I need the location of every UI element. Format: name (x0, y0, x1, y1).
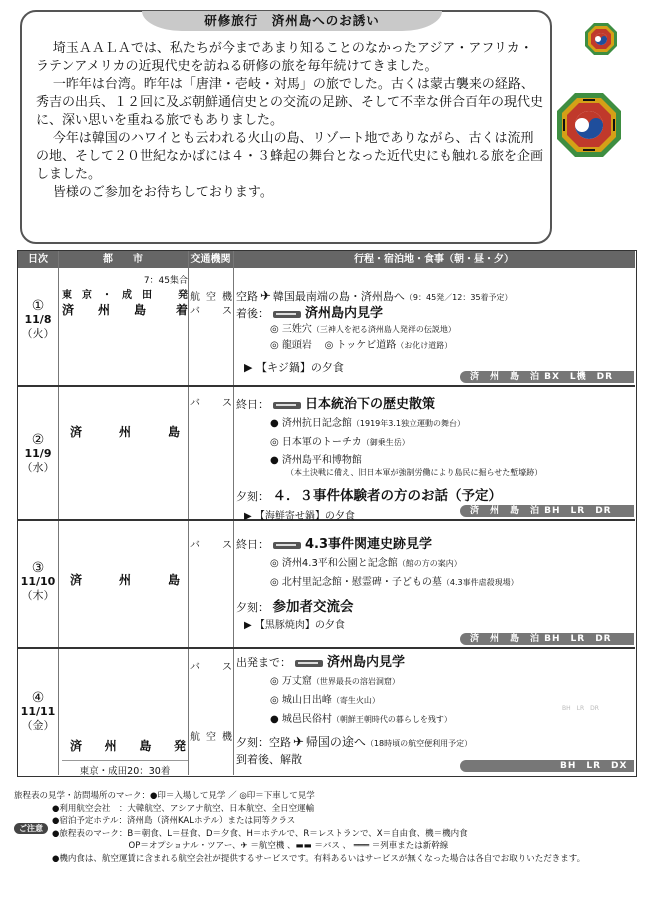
itinerary-note: （9：45発／12：35着予定） (404, 293, 513, 302)
itinerary-prefix: 空路 (236, 290, 258, 303)
site-note: （本土決戦に備え、旧日本軍が強制労働により島民に掘らせた塹壕跡） (286, 468, 543, 477)
site-name: ◎ 北村里記念館・慰霊碑・子どもの墓 (270, 577, 442, 588)
meal-band-1: 済 州 島 泊 BX L機 DR (460, 371, 634, 383)
header-itinerary: 行程・宿泊地・食事（朝・昼・夕） (354, 254, 514, 265)
column-divider (58, 251, 59, 775)
day-number: ③ (31, 560, 45, 576)
meal-band-2: 済 州 島 泊 BH LR DR (460, 505, 634, 517)
itinerary-line (236, 454, 634, 467)
intro-panel (20, 10, 552, 244)
itinerary-line (236, 674, 634, 690)
itinerary-line (236, 655, 634, 671)
city-row (62, 737, 188, 754)
day-weekday: （金） (21, 719, 55, 732)
notes-item: ●機内食は、航空運賃に含まれる航空会社が提供するサービスです。有料あるいはサービスが無くなった場合は各自でお取りいただきます。 (52, 853, 586, 864)
itinerary-line (236, 556, 634, 572)
site-note: （4.3事件虐殺現場） (441, 578, 519, 587)
site-name: ◎ トッケビ道路 (324, 340, 397, 351)
intro-paragraph: 埼玉ＡＡＬＡでは、私たちが今まであまり知ることのなかったアジア・アフリカ・ラテンアメリカの近現代史を訪ねる研修の旅を毎年続けてきました。 (36, 41, 533, 74)
city-char: 州 (118, 425, 131, 439)
emblem-large-icon (556, 92, 622, 158)
day-date: 11/11 (20, 705, 56, 718)
meal-band-4: BH LR DX (460, 760, 634, 772)
header-city: 都 市 (103, 254, 143, 265)
city-char: 島 (167, 425, 180, 439)
site-name: ◎ 城山日出峰 (270, 695, 332, 706)
plane-icon: ✈ (293, 735, 304, 750)
return-arrival: 東京・成田20：30着 (62, 760, 188, 777)
day-cell-4 (18, 691, 58, 733)
day-weekday: （火） (21, 327, 55, 340)
bus-icon (273, 311, 301, 318)
itinerary-heading: 済州島内見学 (327, 655, 406, 670)
site-note: （お化け道路） (396, 341, 453, 350)
day-cell-1 (18, 299, 58, 341)
transport-char: バ (190, 540, 200, 551)
itinerary-line (236, 289, 634, 306)
transport-char: ス (222, 540, 232, 551)
intro-paragraph: 今年は韓国のハワイとも云われる火山の島、リゾート地でありながら、古くは流刑の地、そして２０世紀なかばには４・３蜂起の舞台となった近代史にも触れる旅を企画しました。 (36, 131, 544, 182)
plane-icon: ✈ (260, 289, 271, 304)
column-divider (188, 251, 189, 775)
transport-char: 機 (222, 292, 232, 303)
intro-body (36, 40, 544, 202)
itinerary-line (236, 575, 634, 591)
transport-row (190, 397, 232, 411)
itinerary-prefix: 着後： (236, 307, 269, 320)
day-date: 11/8 (24, 313, 52, 326)
transport-cell-1 (190, 291, 232, 319)
city-char: 州 (118, 573, 131, 587)
city-cell-4 (62, 737, 188, 777)
itinerary-line (236, 537, 634, 553)
header-day: 日次 (28, 254, 48, 265)
notes-item: ●利用航空会社 ：大韓航空、アシアナ航空、日本航空、全日空運輸 (52, 803, 315, 814)
day-date: 11/10 (20, 575, 56, 588)
header-transport: 交通機関 (190, 254, 231, 265)
site-note: （1919年3.1独立運動の舞台） (351, 419, 465, 428)
transport-char: ス (222, 398, 232, 409)
intro-title-tab (142, 11, 442, 31)
notes-legend: 旅程表の見学・訪問場所のマーク：●印＝入場して見学 ／ ◎印＝下車して見学 (14, 791, 315, 801)
itinerary-prefix: 夕刻：空路 (236, 736, 291, 749)
itinerary-heading: 参加者交流会 (272, 599, 354, 615)
transport-cell-4b (190, 731, 232, 745)
itinerary-line (236, 435, 634, 451)
site-name: ◎ 日本軍のトーチカ (270, 437, 362, 448)
site-note: （世界最長の溶岩洞窟） (311, 677, 400, 686)
transport-char: バ (190, 398, 200, 409)
site-name: ◎ 三姓穴 (270, 324, 312, 335)
day-cell-3 (18, 561, 58, 603)
itinerary-heading: ４．３事件体験者の方のお話（予定） (272, 488, 502, 504)
itinerary-text: 帰国の途へ (305, 735, 366, 749)
itinerary-prefix: 終日： (236, 398, 269, 411)
transport-char: 航 (190, 732, 200, 743)
site-note: （三神人を祀る済州島人発祥の伝説地） (311, 325, 456, 334)
dinner-note: ▶ 【キジ鍋】の夕食 (244, 361, 344, 374)
row-divider (18, 385, 635, 387)
itinerary-line (236, 488, 634, 505)
notes-bullets (14, 803, 644, 866)
itinerary-line (236, 734, 634, 752)
transport-cell-2 (190, 397, 232, 411)
notes-item: ●宿泊予定ホテル：済州島（済州KALホテル）または同等クラス (52, 816, 296, 826)
city-cell-3 (62, 571, 188, 588)
faint-meal-codes: BH LR DR (562, 705, 599, 712)
intro-title: 研修旅行 済州島へのお誘い (142, 11, 442, 31)
intro-paragraph: 皆様のご参加をお待ちしております。 (52, 185, 273, 200)
itinerary-cell-1 (236, 289, 634, 376)
city-char: 済 (70, 425, 83, 439)
transport-cell-4a (190, 661, 232, 675)
itinerary-heading: 4.3事件関連史跡見学 (305, 537, 433, 552)
city-row (62, 301, 188, 318)
day-date: 11/9 (24, 447, 52, 460)
transport-row (190, 305, 232, 319)
city-row (62, 286, 188, 301)
itinerary-prefix: 終日： (236, 538, 269, 551)
transport-char: 機 (222, 732, 232, 743)
site-name: ● 城邑民俗村 (270, 714, 332, 725)
transport-char: 航 (190, 292, 200, 303)
site-note: （館の方の案内） (397, 559, 462, 568)
itinerary-cell-3 (236, 537, 634, 634)
caution-badge: ご注意 (14, 823, 48, 834)
column-divider (233, 251, 234, 775)
notes-item: OP＝オプショナル・ツアー、✈ ＝航空機 、▬▬ ＝バス 、 ═══ ＝列車または新幹線 (52, 841, 449, 851)
transport-row (190, 731, 232, 745)
notes-section (14, 790, 644, 865)
city-action: 発 (178, 290, 188, 301)
itinerary-text: 到着後、解散 (236, 753, 302, 766)
city-cell-1 (62, 273, 188, 318)
emblem-small-icon (584, 22, 618, 56)
city-name: 済 州 島 (62, 303, 147, 317)
city-char: 州 (104, 739, 117, 753)
itinerary-line (236, 416, 634, 432)
site-note: （御乗生岳） (361, 438, 410, 447)
itinerary-line (236, 322, 634, 338)
itinerary-note: （18時頃の航空便利用予定） (365, 739, 473, 748)
notes-item: ●旅程表のマーク：B＝朝食、L＝昼食、D＝夕食、H＝ホテルで、R＝レストランで、X＝自由食、機＝機内食 (52, 828, 468, 839)
city-row (62, 423, 188, 440)
site-note: （朝鮮王朝時代の暮らしを残す） (331, 715, 452, 724)
site-name: ● 済州島平和博物館 (270, 455, 362, 466)
city-char: 済 (70, 739, 83, 753)
schedule-table (17, 250, 637, 777)
city-action: 着 (175, 303, 188, 317)
bus-icon (273, 542, 301, 549)
city-char: 発 (173, 739, 186, 753)
city-char: 島 (139, 739, 152, 753)
day-weekday: （水） (21, 461, 55, 474)
city-char: 済 (70, 573, 83, 587)
table-header (18, 251, 635, 268)
city-cell-2 (62, 423, 188, 440)
transport-row (190, 661, 232, 675)
row-divider (18, 647, 635, 649)
day-weekday: （木） (21, 589, 55, 602)
site-name: ◎ 済州4.3平和公園と記念館 (270, 558, 398, 569)
itinerary-heading: 済州島内見学 (305, 306, 384, 321)
day-cell-2 (18, 433, 58, 475)
itinerary-heading: 日本統治下の歴史散策 (305, 397, 436, 412)
itinerary-line (236, 712, 634, 728)
itinerary-line (236, 338, 634, 354)
itinerary-line (236, 306, 634, 322)
itinerary-line (236, 618, 634, 634)
city-row (62, 571, 188, 588)
city-char: 島 (167, 573, 180, 587)
transport-char: バ (190, 306, 200, 317)
itinerary-prefix: 出発まで： (236, 656, 291, 669)
bus-icon (295, 660, 323, 667)
itinerary-text: 韓国最南端の島・済州島へ (272, 290, 405, 303)
itinerary-line (236, 467, 634, 478)
transport-row (190, 291, 232, 305)
meal-band-3: 済 州 島 泊 BH LR DR (460, 633, 634, 645)
itinerary-prefix: 夕刻： (236, 490, 269, 503)
transport-row (190, 539, 232, 553)
city-name: 東 京 ・ 成 田 (62, 290, 152, 301)
bus-icon (273, 402, 301, 409)
day-number: ② (31, 432, 45, 448)
transport-char: 空 (206, 732, 216, 743)
itinerary-line (236, 599, 634, 616)
dinner-note: ▶ 【黒豚焼肉】の夕食 (244, 620, 345, 631)
day-number: ④ (31, 690, 45, 706)
itinerary-prefix: 夕刻： (236, 601, 269, 614)
site-name: ◎ 龍頭岩 (270, 340, 312, 351)
site-name: ● 済州抗日記念館 (270, 418, 352, 429)
itinerary-line (236, 397, 634, 413)
dinner-note: ▶ 【海鮮寄せ鍋】の夕食 (244, 511, 355, 522)
transport-char: ス (222, 662, 232, 673)
transport-char: 空 (206, 292, 216, 303)
transport-char: バ (190, 662, 200, 673)
site-name: ◎ 万丈窟 (270, 676, 312, 687)
day-number: ① (31, 298, 45, 314)
transport-char: ス (222, 306, 232, 317)
assembly-time: 7：45集合 (143, 276, 188, 286)
site-note: （寄生火山） (331, 696, 380, 705)
transport-cell-3 (190, 539, 232, 553)
intro-paragraph: 一昨年は台湾。昨年は「唐津・壱岐・対馬」の旅でした。古くは蒙古襲来の経路、秀吉の出兵、１２回に及ぶ朝鮮通信史との交流の足跡、そして不幸な併合百年の現代史に、深い思いを重ねる旅でもありました。 (36, 77, 544, 128)
